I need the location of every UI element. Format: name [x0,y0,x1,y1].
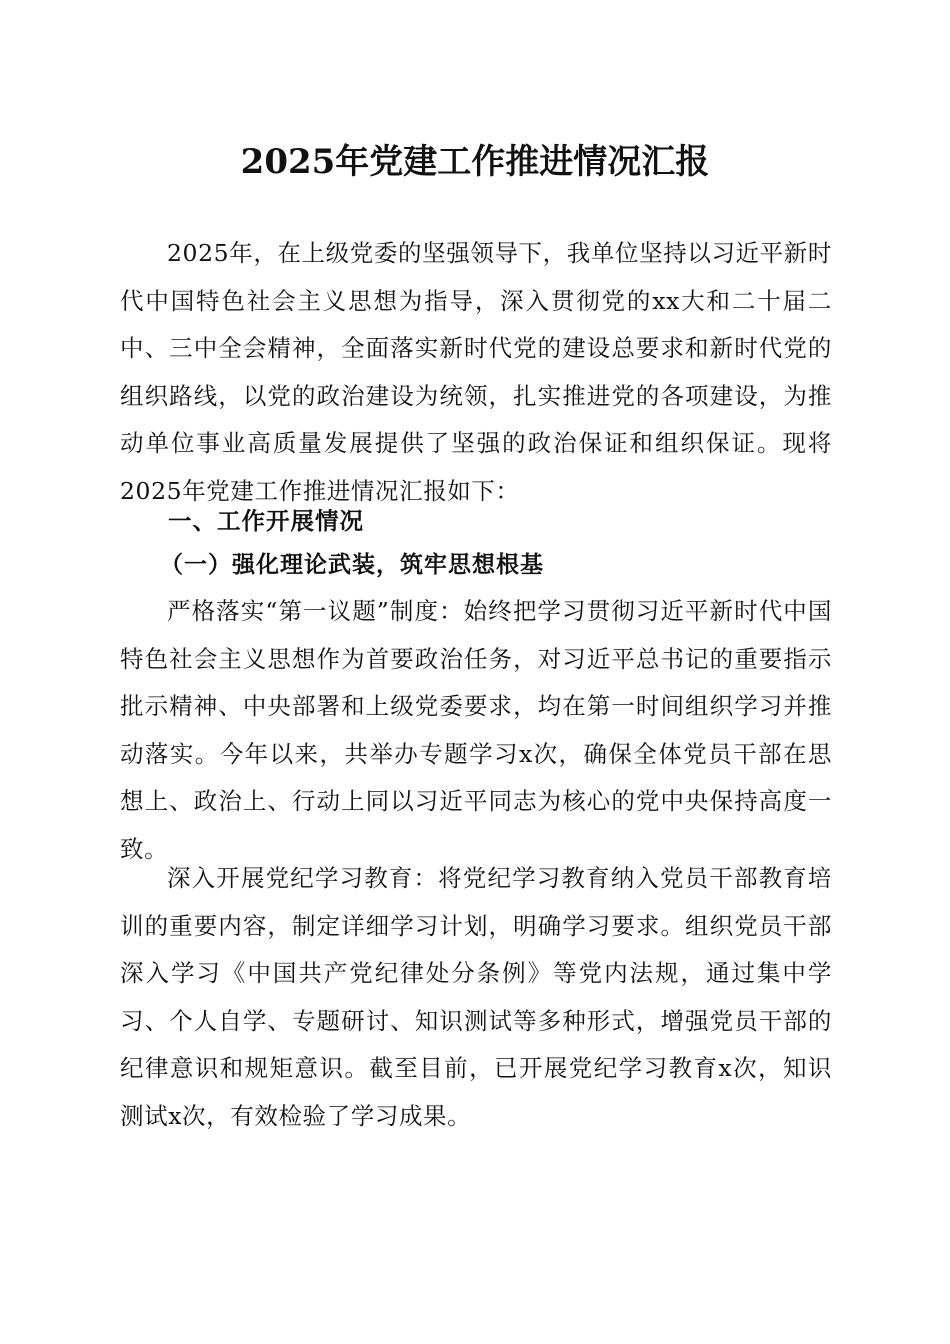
subsection-heading: （一）强化理论武装，筑牢思想根基 [160,551,544,578]
intro-paragraph: 2025年，在上级党委的坚强领导下，我单位坚持以习近平新时代中国特色社会主义思想为指导，深入贯彻党的xx大和二十届二中、三中全会精神，全面落实新时代党的建设总要求和新时代党的组织路线，以党的政治建设为统领，扎实推进党的各项建设，为推动单位事业高质量发展提供了坚强的政治保证和组织保证。现将2025年党建工作推进情况汇报如下： [120,239,832,505]
document-title: 2025年党建工作推进情况汇报 [240,142,710,182]
body-paragraph-first-topic: 严格落实“第一议题”制度：始终把学习贯彻习近平新时代中国特色社会主义思想作为首要政治任务，对习近平总书记的重要指示批示精神、中央部署和上级党委要求，均在第一时间组织学习并推动落实。今年以来，共举办专题学习x次，确保全体党员干部在思想上、政治上、行动上同以习近平同志为核心的党中央保持高度一致。 [120,597,832,863]
section-heading: 一、工作开展情况 [168,507,364,535]
body-paragraph-discipline-education: 深入开展党纪学习教育：将党纪学习教育纳入党员干部教育培训的重要内容，制定详细学习计划，明确学习要求。组织党员干部深入学习《中国共产党纪律处分条例》等党内法规，通过集中学习、个人自学、专题研讨、知识测试等多种形式，增强党员干部的纪律意识和规矩意识。截至目前，已开展党纪学习教育x次，知识测试x次，有效检验了学习成果。 [120,864,832,1130]
